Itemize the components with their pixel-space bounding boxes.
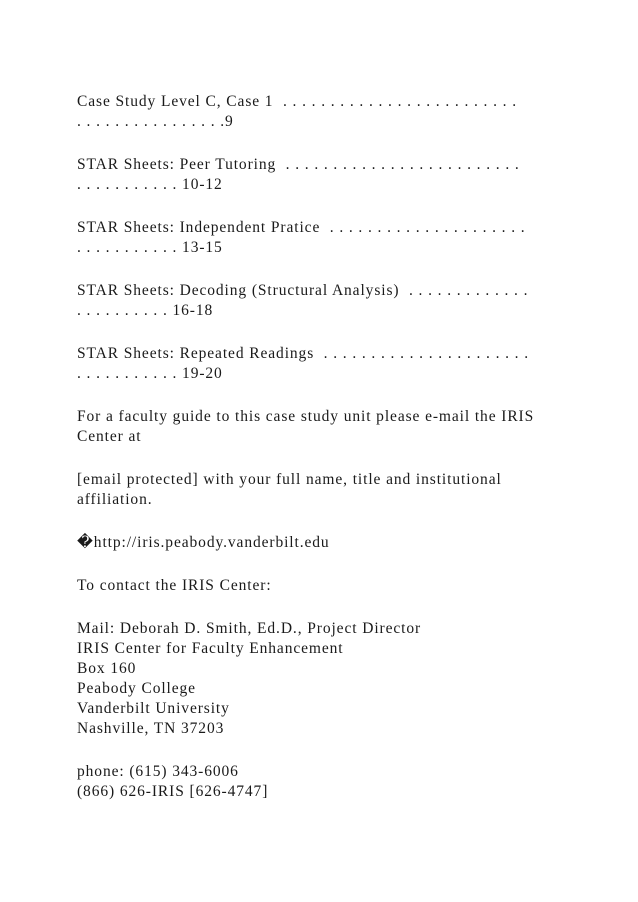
- contact-heading: To contact the IRIS Center:: [77, 577, 272, 594]
- mail-line: IRIS Center for Faculty Enhancement: [77, 640, 344, 657]
- document-page: [77, 92, 567, 825]
- mail-line: Peabody College: [77, 680, 196, 697]
- mail-line: Vanderbilt University: [77, 700, 230, 717]
- phone-line: (866) 626-IRIS [626-4747]: [77, 783, 269, 800]
- phone-block: [77, 762, 567, 802]
- toc-title-line: STAR Sheets: Repeated Readings . . . . . . . . . . . . . . . . . . . . . .: [77, 345, 530, 362]
- toc-entry-peer-tutoring: [77, 155, 567, 195]
- toc-page-line: . . . . . . . . . . . 13-15: [77, 239, 223, 256]
- faculty-guide-line-1: For a faculty guide to this case study unit please e-mail the IRIS: [77, 408, 535, 425]
- mail-address-block: [77, 619, 567, 739]
- toc-page-line: . . . . . . . . . . 16-18: [77, 302, 214, 319]
- website-url[interactable]: �http://iris.peabody.vanderbilt.edu: [77, 534, 330, 551]
- toc-entry-repeated-readings: [77, 344, 567, 384]
- toc-title-line: STAR Sheets: Independent Pratice . . . . . . . . . . . . . . . . . . . . .: [77, 219, 526, 236]
- contact-heading-paragraph: [77, 576, 567, 596]
- email-note-line-1: [email protected] with your full name, title and institutional: [77, 471, 502, 488]
- toc-entry-case-study: [77, 92, 567, 132]
- website-paragraph: [77, 533, 567, 553]
- toc-title-line: STAR Sheets: Peer Tutoring . . . . . . . . . . . . . . . . . . . . . . . . .: [77, 156, 520, 173]
- toc-page-line: . . . . . . . . . . . . . . . .9: [77, 113, 234, 130]
- toc-title-line: STAR Sheets: Decoding (Structural Analysis) . . . . . . . . . . . . .: [77, 282, 529, 299]
- faculty-guide-paragraph: [77, 407, 567, 447]
- mail-line: Mail: Deborah D. Smith, Ed.D., Project Director: [77, 620, 422, 637]
- email-note-line-2: affiliation.: [77, 491, 153, 508]
- faculty-guide-line-2: Center at: [77, 428, 142, 445]
- phone-line: phone: (615) 343-6006: [77, 763, 239, 780]
- toc-entry-decoding: [77, 281, 567, 321]
- email-note-paragraph: [77, 470, 567, 510]
- toc-entry-independent-practice: [77, 218, 567, 258]
- mail-line: Box 160: [77, 660, 137, 677]
- toc-title-line: Case Study Level C, Case 1 . . . . . . . . . . . . . . . . . . . . . . . . .: [77, 93, 517, 110]
- toc-page-line: . . . . . . . . . . . 10-12: [77, 176, 223, 193]
- toc-page-line: . . . . . . . . . . . 19-20: [77, 365, 223, 382]
- mail-line: Nashville, TN 37203: [77, 720, 225, 737]
